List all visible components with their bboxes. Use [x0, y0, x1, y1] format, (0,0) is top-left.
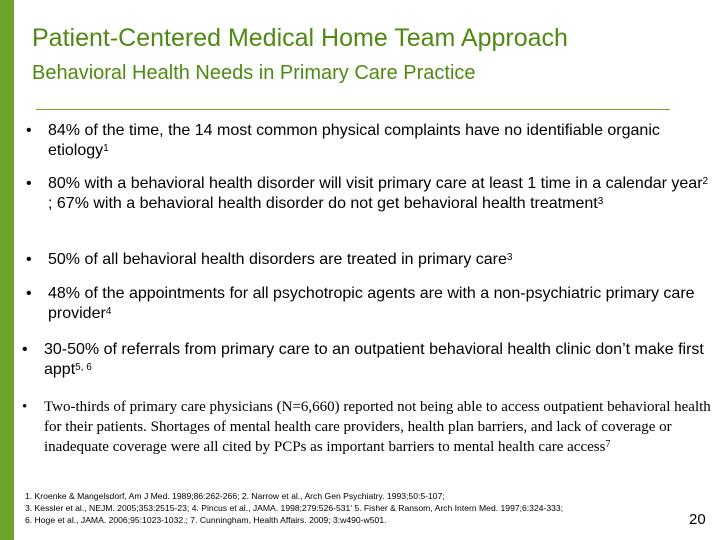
bullet-text: Two-thirds of primary care physicians (N=6,660) reported not being able to access outpatient behavioral health for their patients. Shortages of mental health care providers, health plan barriers, and lack of coverage or inadequate coverage were all cited by PCPs as important barriers to mental health care access [44, 399, 711, 455]
bullet-text: 50% of all behavioral health disorders are treated in primary care [48, 251, 507, 268]
bullet-item [26, 121, 712, 161]
bullet-text: 48% of the appointments for all psychotropic agents are with a non-psychiatric primary care provider [48, 285, 695, 322]
bullet-text: 84% of the time, the 14 most common physical complaints have no identifiable organic etiology [48, 122, 660, 159]
bullet-item [26, 284, 712, 324]
bullet-icon: • [26, 285, 32, 302]
slide-subtitle: Behavioral Health Needs in Primary Care Practice [32, 62, 476, 84]
bullet-text: 80% with a behavioral health disorder will visit primary care at least 1 time in a calendar year [48, 175, 703, 192]
bullet-icon: • [22, 399, 28, 415]
left-accent-bar [0, 0, 14, 540]
bullet-icon: • [26, 122, 32, 139]
citation: 7 [605, 439, 611, 450]
bullet-icon: • [26, 251, 32, 268]
bullet-item [26, 250, 712, 270]
bullet-item [22, 397, 712, 457]
bullet-item [22, 340, 708, 380]
citation: 3 [506, 252, 513, 263]
reference-line: 6. Hoge et al., JAMA. 2006;95:1023-1032.; 7. Cunningham, Health Affairs. 2009; 3:w490-w501. [25, 515, 387, 525]
reference-line: 3. Kessler et al., NEJM. 2005;353:2515-23; 4. Pincus et al., JAMA. 1998;279:526-531' 5. Fisher & Ransom, Arch Intern Med. 1997;6:324-333; [25, 503, 564, 513]
page-number: 20 [689, 511, 706, 528]
bullet-text: 30-50% of referrals from primary care to an outpatient behavioral health clinic don’t make first appt [44, 341, 704, 378]
references [25, 490, 563, 526]
citation: 2 [702, 176, 709, 187]
title-divider [36, 109, 670, 110]
bullet-item [26, 174, 712, 214]
citation: 4 [105, 306, 112, 317]
slide-title: Patient-Centered Medical Home Team Approach [32, 24, 568, 52]
citation: 3 [597, 196, 604, 207]
bullet-icon: • [22, 341, 28, 358]
bullet-icon: • [26, 175, 32, 192]
citation: 1 [103, 143, 109, 154]
reference-line: 1. Kroenke & Mangelsdorf, Am J Med. 1989;86:262-266; 2. Narrow et al., Arch Gen Psychiatry. 1993;50:5-107; [25, 491, 445, 501]
bullet-text: ; 67% with a behavioral health disorder do not get behavioral health treatment [48, 195, 598, 212]
citation: 5, 6 [75, 362, 92, 373]
